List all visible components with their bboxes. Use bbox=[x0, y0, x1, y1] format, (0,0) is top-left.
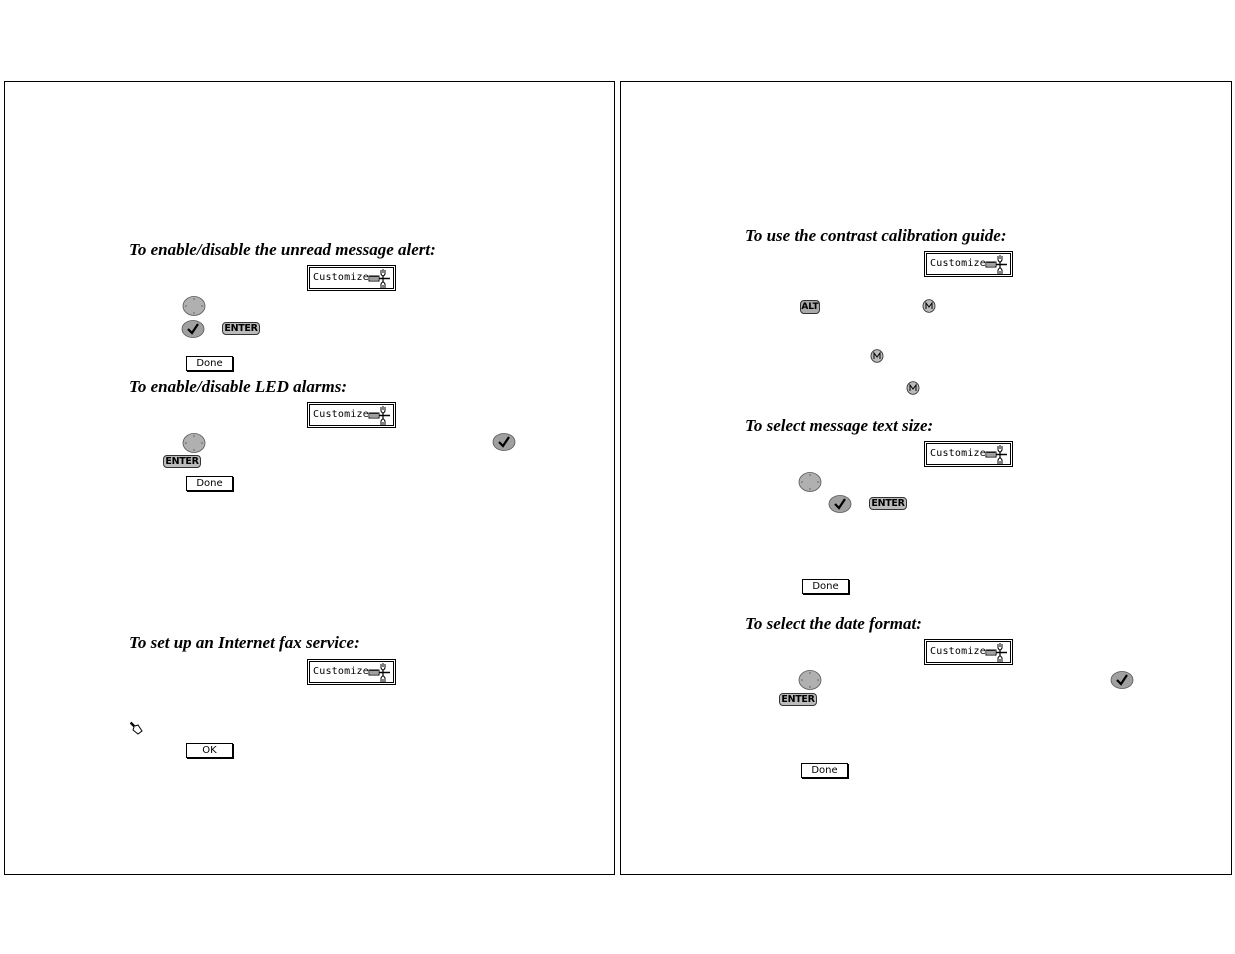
customize-button[interactable]: Customize bbox=[924, 639, 1013, 665]
enter-key-icon: ENTER bbox=[869, 497, 907, 510]
heading-internet-fax: To set up an Internet fax service: bbox=[129, 633, 360, 652]
enter-key-icon: ENTER bbox=[163, 455, 201, 468]
ok-button[interactable]: OK bbox=[186, 743, 233, 758]
heading-text-size: To select message text size: bbox=[745, 416, 934, 435]
m-key-icon bbox=[906, 381, 920, 400]
done-button[interactable]: Done bbox=[802, 579, 849, 594]
alt-key-icon: ALT bbox=[801, 302, 819, 312]
trackwheel-icon bbox=[798, 472, 822, 497]
heading-led-alarms: To enable/disable LED alarms: bbox=[129, 377, 348, 396]
check-wheel-icon bbox=[1110, 670, 1135, 694]
check-wheel-icon bbox=[828, 494, 853, 518]
check-wheel-icon bbox=[492, 432, 517, 456]
done-button[interactable]: Done bbox=[801, 763, 848, 778]
m-key-icon bbox=[870, 349, 884, 368]
heading-unread-alert: To enable/disable the unread message alert: bbox=[129, 240, 436, 259]
customize-wrench-icon bbox=[985, 642, 1009, 664]
trackwheel-icon bbox=[798, 670, 822, 695]
enter-key-icon: ENTER bbox=[779, 693, 817, 706]
customize-button[interactable]: Customize bbox=[307, 659, 396, 685]
done-button[interactable]: Done bbox=[186, 476, 233, 491]
customize-wrench-icon bbox=[985, 254, 1009, 276]
right-page bbox=[620, 81, 1232, 875]
heading-date-format: To select the date format: bbox=[745, 614, 922, 633]
customize-button[interactable]: Customize bbox=[307, 402, 396, 428]
done-button[interactable]: Done bbox=[186, 356, 233, 371]
customize-wrench-icon bbox=[368, 662, 392, 684]
pointer-icon bbox=[129, 721, 143, 735]
m-key-icon bbox=[922, 299, 936, 318]
customize-button[interactable]: Customize bbox=[924, 251, 1013, 277]
left-page bbox=[4, 81, 615, 875]
trackwheel-icon bbox=[182, 296, 206, 321]
customize-button[interactable]: Customize bbox=[924, 441, 1013, 467]
enter-key-icon: ENTER bbox=[222, 322, 260, 335]
customize-button[interactable]: Customize bbox=[307, 265, 396, 291]
customize-wrench-icon bbox=[985, 444, 1009, 466]
customize-wrench-icon bbox=[368, 268, 392, 290]
customize-wrench-icon bbox=[368, 405, 392, 427]
heading-contrast-guide: To use the contrast calibration guide: bbox=[745, 226, 1007, 245]
check-wheel-icon bbox=[181, 319, 206, 343]
